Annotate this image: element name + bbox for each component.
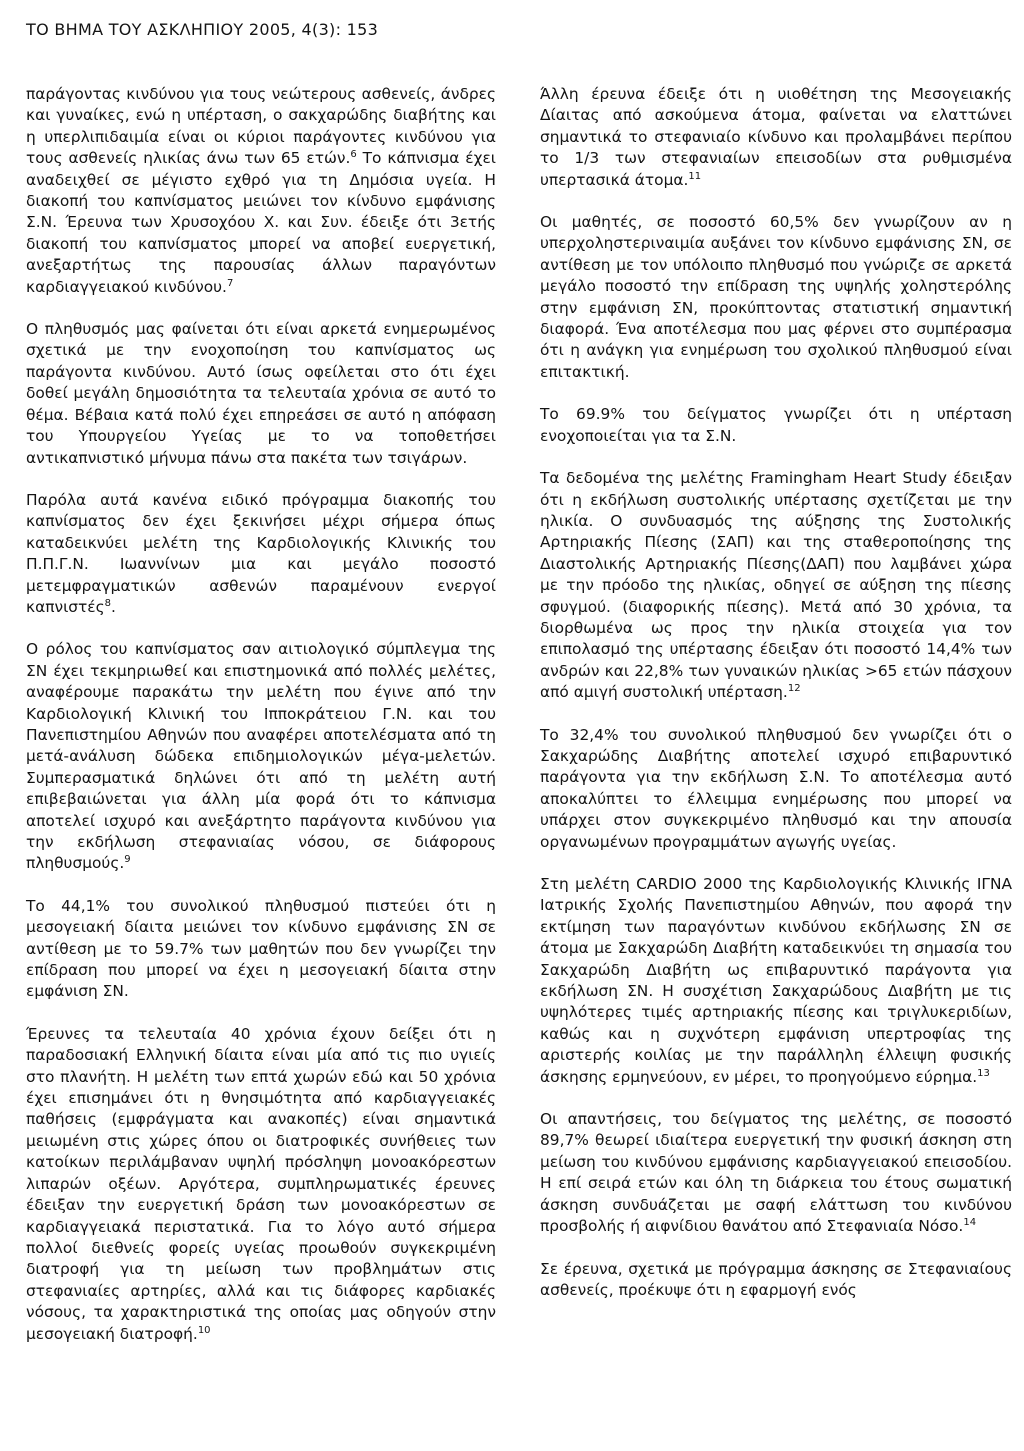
paragraph: Ο ρόλος του καπνίσματος σαν αιτιολογικό σύμπλεγμα της ΣΝ έχει τεκμηριωθεί και επιστημονικά από πολλές μελέτες, αναφέρουμε παρακάτω την μελέτη που έγινε από την Καρδιολογική Κλινική του Ιπποκράτειου Γ.Ν. και του Πανεπιστημίου Αθηνών που αναφέρει αποτελέσματα από τη μετά-ανάλυση δώδεκα επιδημιολογικών μέγα-μελετών. Συμπερασματικά δηλώνει ότι από τη μελέτη αυτή επιβεβαιώνεται για άλλη μία φορά ότι το κάπνισμα αποτελεί ισχυρό και ανεξάρτητο παράγοντα κινδύνου για την εκδήλωση στεφανιαίας νόσου, σε διάφορους πληθυσμούς.$^9$ bbox=[26, 640, 496, 873]
paragraph: Έρευνες τα τελευταία 40 χρόνια έχουν δείξει ότι η παραδοσιακή Ελληνική δίαιτα είναι μία από τις πιο υγιείς στο πλανήτη. Η μελέτη των επτά χωρών εδώ και 50 χρόνια έχει επισημάνει ότι η θνησιμότητα από καρδιαγγειακές παθήσεις (εμφράγματα και ανακοπές) είναι σημαντικά μειωμένη στις χώρες όπου οι διατροφικές συνήθειες των κατοίκων περιλάμβαναν υψηλή πρόσληψη μονοακόρεστων λιπαρών οξέων. Αργότερα, συμπληρωματικές έρευνες έδειξαν την ευεργετική δράση των μονοακόρεστων σε καρδιαγγειακά περιστατικά. Για το λόγο αυτό σήμερα πολλοί διεθνείς φορείς υγείας προωθούν συγκεκριμένη διατροφή για τη μείωση των προβλημάτων στις στεφανιαίες αρτηρίες, αλλά και τις διάφορες καρδιακές νόσους, τα χαρακτηριστικά της οποίας μας οδηγούν στην μεσογειακή διατροφή.$^{10}$ bbox=[26, 1024, 496, 1343]
paragraph: Στη μελέτη CARDIO 2000 της Καρδιολογικής Κλινικής ΙΓΝΑ Ιατρικής Σχολής Πανεπιστημίου Αθηνών, που αφορά την εκτίμηση των παραγόντων κινδύνου εκδήλωσης ΣΝ σε άτομα με Σακχαρώδη Διαβήτη καταδεικνύει τη σημασία του Σακχαρώδη Διαβήτη ως επιβαρυντικό παράγοντα για εκδήλωση ΣΝ. Η συσχέτιση Σακχαρώδους Διαβήτη με τις υψηλότερες τιμές αρτηριακής πίεσης και τριγλυκεριδίων, καθώς και η συχνότερη εμφάνιση υπερτροφίας της αριστερής κοιλίας με την παράλληλη έλλειψη φυσικής άσκησης ερμηνεύουν, εν μέρει, το προηγούμενο εύρημα.$^{13}$ bbox=[540, 875, 1012, 1086]
citation: 2005, 4(3): 153 bbox=[248, 20, 379, 39]
running-header bbox=[26, 20, 378, 39]
journal-name: ΤΟ ΒΗΜΑ ΤΟΥ ΑΣΚΛΗΠΙΟΥ bbox=[26, 20, 244, 39]
reference-mark: 14 bbox=[963, 1217, 977, 1229]
paragraph: Οι μαθητές, σε ποσοστό 60,5% δεν γνωρίζουν αν η υπερχοληστεριναιμία αυξάνει τον κίνδυνο εμφάνισης ΣΝ, σε αντίθεση με τον υπόλοιπο πληθυσμό που γνώριζε σε αρκετά μεγάλο ποσοστό την επίδραση της υψηλής χοληστερόλης στην εμφάνιση ΣΝ, προκύπτοντας στατιστική σημαντική διαφορά. Ένα αποτέλεσμα που μας φέρνει στο συμπέρασμα ότι η ανάγκη για ενημέρωση του σχολικού πληθυσμού είναι επιτακτική. bbox=[540, 213, 1012, 381]
paragraph: Σε έρευνα, σχετικά με πρόγραμμα άσκησης σε Στεφανιαίους ασθενείς, προέκυψε ότι η εφαρμογή ενός bbox=[540, 1259, 1012, 1299]
left-column bbox=[26, 84, 496, 1366]
reference-mark: 9 bbox=[124, 854, 131, 866]
paragraph: Τα δεδομένα της μελέτης Framingham Heart Study έδειξαν ότι η εκδήλωση συστολικής υπέρτασης σχετίζεται με την ηλικία. Ο συνδυασμός της αύξησης της Συστολικής Αρτηριακής Πίεσης (ΣΑΠ) και της σταθεροποίησης της Διαστολικής Αρτηριακής Πίεσης(ΔΑΠ) που λαμβάνει χώρα με την πρόοδο της ηλικίας, οδηγεί σε αύξηση της πίεσης σφυγμού. (διαφορικής πίεσης). Μετά από 30 χρόνια, τα διορθωμένα ως προς την ηλικία στοιχεία για τον επιπολασμό της υπέρτασης έδειξαν ότι ποσοστό 14,4% των ανδρών και 22,8% των γυναικών ηλικίας >65 ετών πάσχουν από αμιγή συστολική υπέρταση.$^{12}$ bbox=[540, 469, 1012, 702]
reference-mark: 8 bbox=[104, 597, 112, 609]
reference-mark: 10 bbox=[197, 1324, 211, 1336]
paragraph: Παρόλα αυτά κανένα ειδικό πρόγραμμα διακοπής του καπνίσματος δεν έχει ξεκινήσει μέχρι σήμερα όπως καταδεικνύει μελέτη της Καρδιολογικής Κλινικής του Π.Π.Γ.Ν. Ιωαννίνων μια και μεγάλο ποσοστό μετεμφραγματικών ασθενών παραμένουν ενεργοί καπνιστές$^8$. bbox=[26, 490, 496, 616]
paragraph: παράγοντας κινδύνου για τους νεώτερους ασθενείς, άνδρες και γυναίκες, ενώ η υπέρταση, ο σακχαρώδης διαβήτης και η υπερλιπιδαιμία είναι οι κύριοι παράγοντες κινδύνου για τους ασθενείς ηλικίας άνω των 65 ετών.$^6$ Το κάπνισμα έχει αναδειχθεί σε μέγιστο εχθρό για τη Δημόσια υγεία. Η διακοπή του καπνίσματος μειώνει τον κίνδυνο εμφάνισης Σ.Ν. Έρευνα των Χρυσοχόου Χ. και Συν. έδειξε ότι 3ετής διακοπή του καπνίσματος μπορεί να αποβεί ευεργετική, ανεξαρτήτως της παρουσίας άλλων παραγόντων καρδιαγγειακού κινδύνου.$^7$ bbox=[26, 85, 496, 296]
reference-mark: 7 bbox=[226, 277, 234, 289]
reference-mark: 6 bbox=[350, 149, 357, 161]
reference-mark: 12 bbox=[787, 683, 801, 695]
paragraph: Οι απαντήσεις, του δείγματος της μελέτης, σε ποσοστό 89,7% θεωρεί ιδιαίτερα ευεργετική την φυσική άσκηση στη μείωση του κινδύνου εμφάνισης καρδιαγγειακού επεισοδίου. Η επί σειρά ετών και όλη τη διάρκεια του έτους σωματική άσκηση συνδυάζεται με σαφή ελάττωση του κινδύνου προσβολής ή αιφνίδιου θανάτου από Στεφανιαία Νόσο.$^{14}$ bbox=[540, 1110, 1012, 1236]
right-column bbox=[540, 84, 1012, 1322]
reference-mark: 11 bbox=[688, 170, 702, 182]
paragraph: Ο πληθυσμός μας φαίνεται ότι είναι αρκετά ενημερωμένος σχετικά με την ενοχοποίηση του καπνίσματος ως παράγοντα κινδύνου. Αυτό ίσως οφείλεται στο ότι έχει δοθεί μεγάλη δημοσιότητα τα τελευταία χρόνια σε αυτό το θέμα. Βέβαια κατά πολύ έχει επηρεάσει σε αυτό η απόφαση του Υπουργείου Υγείας με το να τοποθετήσει αντικαπνιστικό μήνυμα πάνω στα πακέτα των τσιγάρων. bbox=[26, 320, 496, 467]
paragraph: Άλλη έρευνα έδειξε ότι η υιοθέτηση της Μεσογειακής Δίαιτας από ασκούμενα άτομα, φαίνεται να ελαττώνει σημαντικά το στεφανιαίο κίνδυνο και προλαμβάνει περίπου το 1/3 των στεφανιαίων επεισοδίων στα ρυθμισμένα υπερτασικά άτομα.$^{11}$ bbox=[540, 85, 1012, 189]
paragraph: Το 44,1% του συνολικού πληθυσμού πιστεύει ότι η μεσογειακή δίαιτα μειώνει τον κίνδυνο εμφάνισης ΣΝ σε αντίθεση με το 59.7% των μαθητών που δεν γνωρίζει την επίδραση που μπορεί να έχει η μεσογειακή δίαιτα στην εμφάνιση ΣΝ. bbox=[26, 896, 496, 1001]
paragraph: Το 69.9% του δείγματος γνωρίζει ότι η υπέρταση ενοχοποιείται για τα Σ.Ν. bbox=[540, 405, 1012, 445]
paragraph: Το 32,4% του συνολικού πληθυσμού δεν γνωρίζει ότι ο Σακχαρώδης Διαβήτης αποτελεί ισχυρό επιβαρυντικό παράγοντα για την εκδήλωση Σ.Ν. Το αποτέλεσμα αυτό αποκαλύπτει το έλλειμμα ενημέρωσης που μπορεί να υπάρχει στον συγκεκριμένο πληθυσμό και την απουσία οργανωμένων προγραμμάτων αγωγής υγείας. bbox=[540, 725, 1012, 851]
reference-mark: 13 bbox=[977, 1067, 990, 1079]
